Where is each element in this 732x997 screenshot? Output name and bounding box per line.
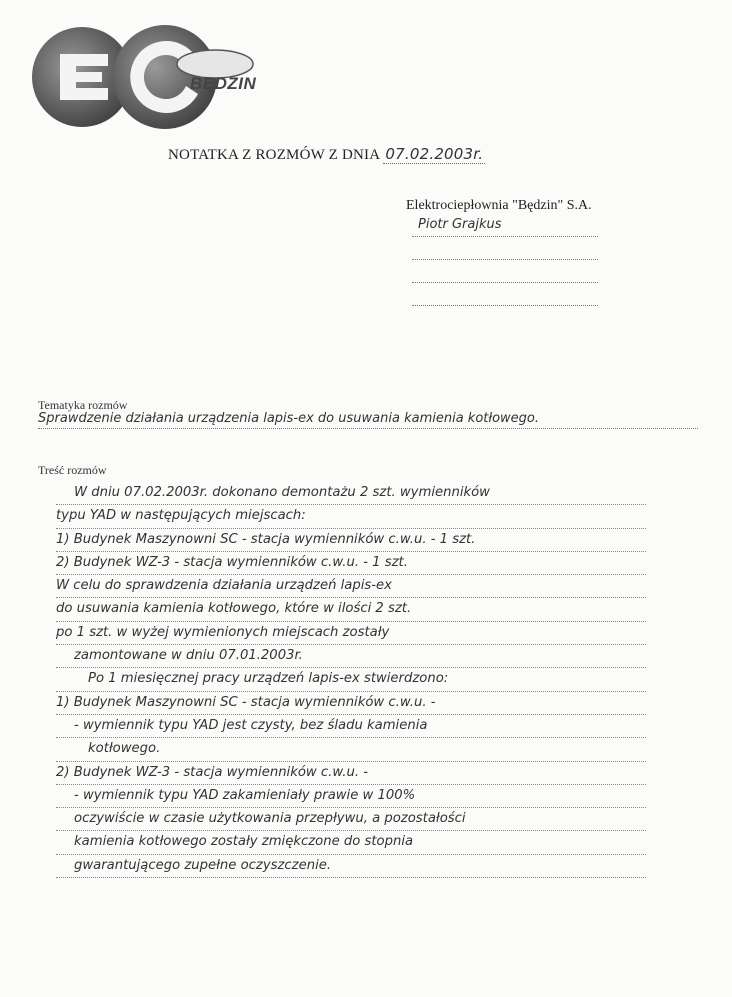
content-line: 2) Budynek WZ-3 - stacja wymienników c.w.u. - 1 szt. <box>56 552 646 575</box>
content-line: typu YAD w następujących miejscach: <box>56 505 646 528</box>
content-line: 1) Budynek Maszynowni SC - stacja wymienników c.w.u. - 1 szt. <box>56 529 646 552</box>
content-line: W dniu 07.02.2003r. dokonano demontażu 2 szt. wymienników <box>56 482 646 505</box>
participant-line: Piotr Grajkus <box>412 214 598 237</box>
participant-line <box>412 237 598 260</box>
memo-title-label: NOTATKA Z ROZMÓW Z DNIA <box>168 147 380 163</box>
memo-title <box>168 145 485 164</box>
content-line: 1) Budynek Maszynowni SC - stacja wymienników c.w.u. - <box>56 692 646 715</box>
content-line: 2) Budynek WZ-3 - stacja wymienników c.w.u. - <box>56 762 646 785</box>
company-block <box>406 198 606 306</box>
participant-line <box>412 260 598 283</box>
content-line: kotłowego. <box>56 738 646 761</box>
content-body <box>56 482 646 878</box>
participant-line <box>412 283 598 306</box>
topic-text: Sprawdzenie działania urządzenia lapis-ex do usuwania kamienia kotłowego. <box>38 410 698 429</box>
ec-logo <box>30 22 260 132</box>
content-line: po 1 szt. w wyżej wymienionych miejscach zostały <box>56 622 646 645</box>
logo-wordmark: BĘDZIN <box>190 74 257 93</box>
content-line: - wymiennik typu YAD jest czysty, bez śladu kamienia <box>56 715 646 738</box>
topic-label: Tematyka rozmów <box>38 398 128 412</box>
content-line: oczywiście w czasie użytkowania przepływu, a pozostałości <box>56 808 646 831</box>
memo-date: 07.02.2003r. <box>385 145 484 163</box>
content-line: kamienia kotłowego zostały zmiękczone do stopnia <box>56 831 646 854</box>
content-line: gwarantującego zupełne oczyszczenie. <box>56 855 646 878</box>
content-line: zamontowane w dniu 07.01.2003r. <box>56 645 646 668</box>
content-label: Treść rozmów <box>38 463 107 477</box>
company-name: Elektrociepłownia "Będzin" S.A. <box>406 198 592 213</box>
content-line: do usuwania kamienia kotłowego, które w ilości 2 szt. <box>56 598 646 621</box>
content-line: W celu do sprawdzenia działania urządzeń lapis-ex <box>56 575 646 598</box>
content-line: - wymiennik typu YAD zakamieniały prawie w 100% <box>56 785 646 808</box>
content-line: Po 1 miesięcznej pracy urządzeń lapis-ex stwierdzono: <box>56 668 646 691</box>
